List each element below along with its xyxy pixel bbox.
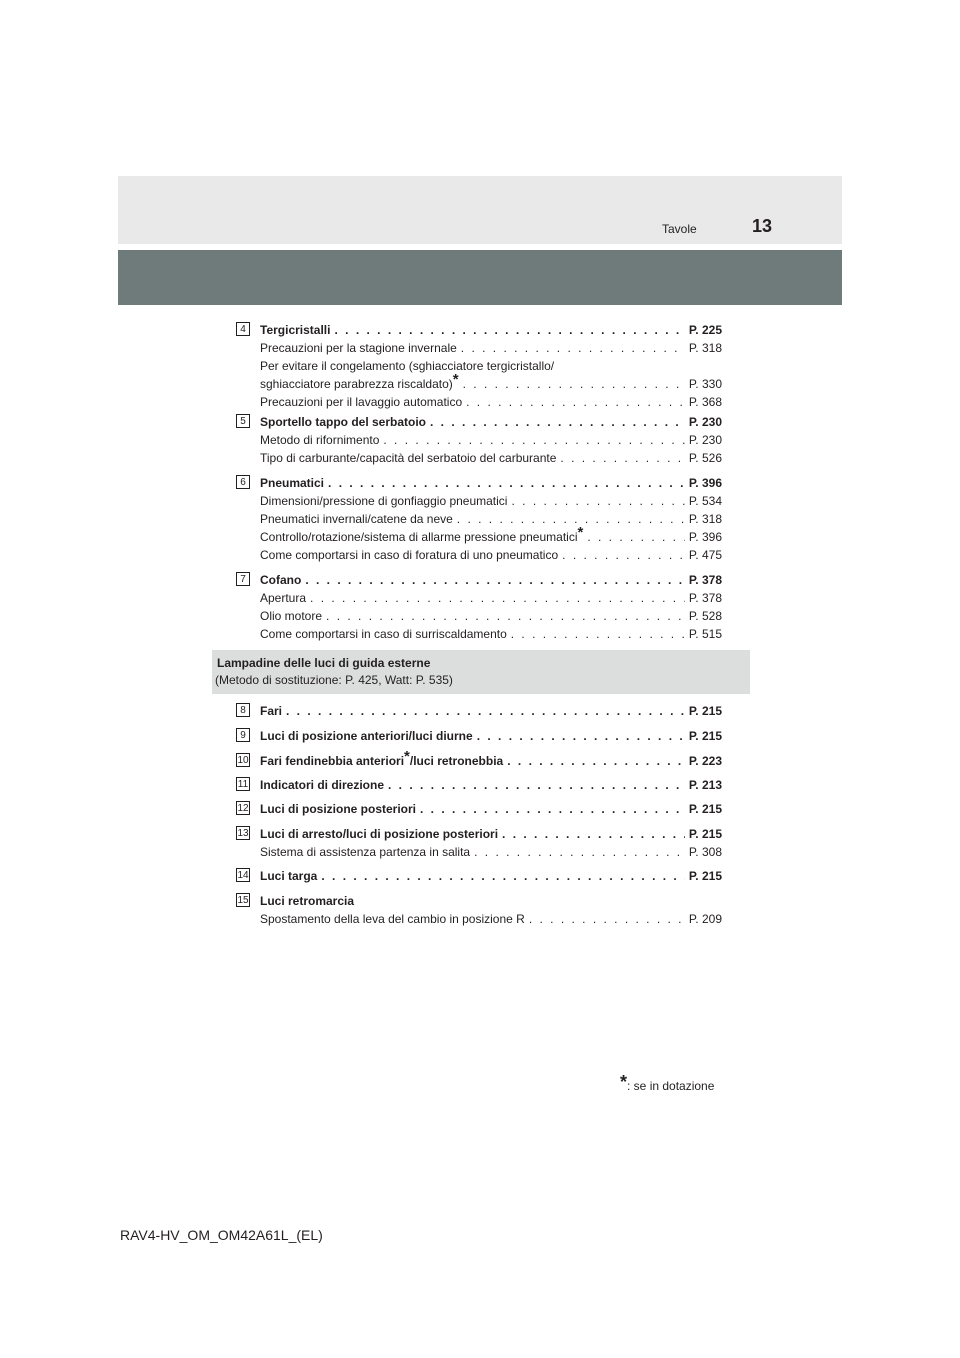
entry-label-text: sghiacciatore parabrezza riscaldato) [260,377,453,391]
asterisk-mark: * [577,524,584,541]
dot-leader [383,431,684,449]
index-subentry[interactable] [260,607,722,625]
entry-label-text: Come comportarsi in caso di surriscaldamento [260,627,507,641]
index-group [236,892,726,928]
header-band [118,176,842,244]
index-subentry[interactable] [260,510,722,528]
page-reference[interactable]: P. 209 [688,912,722,926]
entry-label [260,843,470,861]
index-entry[interactable] [260,776,722,794]
index-subentry[interactable] [260,589,722,607]
page-reference[interactable]: P. 526 [688,451,722,465]
entry-label [260,825,498,843]
index-subentry[interactable] [260,843,722,861]
dot-leader [326,607,685,625]
entry-label-text: Apertura [260,591,307,605]
dot-leader [321,867,684,885]
page-reference[interactable]: P. 215 [688,704,722,718]
dot-leader [328,474,685,492]
entry-label [260,413,426,431]
index-group [236,776,726,794]
index-group [236,825,726,861]
footnote [620,1072,715,1093]
index-group [236,474,726,564]
index-entry[interactable] [260,474,722,492]
index-entry[interactable] [260,825,722,843]
header-dark-band [118,250,842,305]
entry-label-text: Cofano [260,573,302,587]
entry-label-text: Controllo/rotazione/sistema di allarme pressione pneumatici [260,530,578,544]
entry-label [260,894,354,908]
entry-label [260,474,324,492]
entry-label [260,371,459,393]
entry-label [260,702,282,720]
dot-leader [587,528,685,546]
item-number-badge: 14 [237,870,249,881]
page-reference[interactable]: P. 396 [688,530,722,544]
index-group [236,867,726,885]
entry-label-text: Spostamento della leva del cambio in posizione R [260,912,525,926]
page-reference[interactable]: P. 215 [688,869,722,883]
entry-label-text: Pneumatici invernali/catene da neve [260,512,453,526]
index-entry[interactable] [260,892,722,910]
page-reference[interactable]: P. 215 [688,827,722,841]
entry-label [260,431,379,449]
model-code: RAV4-HV_OM_OM42A61L_(EL) [120,1227,323,1243]
page-reference[interactable]: P. 215 [688,729,722,743]
entry-label [260,449,556,467]
entry-label-text: Precauzioni per il lavaggio automatico [260,395,463,409]
entry-label [260,867,317,885]
dot-leader [560,449,684,467]
dot-leader [310,589,685,607]
dot-leader [466,393,685,411]
item-number-badge: 4 [236,322,250,336]
index-subentry[interactable] [260,431,722,449]
dot-leader [511,492,684,510]
bulbs-section-box [212,650,750,694]
entry-label [260,321,330,339]
dot-leader [529,910,685,928]
page-reference[interactable]: P. 378 [688,591,722,605]
entry-label-text: Precauzioni per la stagione invernale [260,341,457,355]
dot-leader [461,339,685,357]
dot-leader [507,752,685,770]
index-subentry[interactable] [260,625,722,643]
index-entry[interactable] [260,702,722,720]
dot-leader [463,375,685,393]
item-number-badge: 10 [237,755,249,766]
index-entry[interactable] [260,727,722,745]
entry-label [260,776,384,794]
index-group [236,702,726,720]
entry-label-text: Sportello tappo del serbatoio [260,415,427,429]
entry-label-text: Tipo di carburante/capacità del serbatoio del carburante [260,451,557,465]
item-number-badge: 5 [236,414,250,428]
entry-label-suffix: /luci retronebbia [409,754,504,768]
page-reference[interactable]: P. 223 [688,754,722,768]
entry-label [260,748,504,770]
entry-label [260,571,301,589]
index-group [236,727,726,745]
entry-label [260,393,462,411]
page-reference[interactable]: P. 308 [688,845,722,859]
index-entry[interactable] [260,748,722,770]
page-reference[interactable]: P. 368 [688,395,722,409]
index-subentry[interactable] [260,910,722,928]
bulbs-section-title: Lampadine delle luci di guida esterne [217,656,431,670]
entry-label [260,589,306,607]
entry-label-text: Fari [260,704,283,718]
page-reference[interactable]: P. 318 [688,341,722,355]
dot-leader [334,321,684,339]
entry-label-text: Luci targa [260,869,318,883]
entry-label [260,800,416,818]
page-reference[interactable]: P. 378 [688,573,722,587]
entry-label [260,546,558,564]
index-group [236,413,726,467]
entry-label-text: Indicatori di direzione [260,778,385,792]
dot-leader [511,625,685,643]
entry-label-text: Luci retromarcia [260,894,355,908]
entry-label-text: Tergicristalli [260,323,331,337]
item-number-badge: 8 [236,703,250,717]
index-subentry[interactable] [260,371,722,393]
entry-label-text: Fari fendinebbia anteriori [260,754,405,768]
entry-label [260,625,507,643]
index-group [236,800,726,818]
page-reference[interactable]: P. 330 [688,377,722,391]
item-number-badge: 13 [237,828,249,839]
entry-label-text: Metodo di rifornimento [260,433,380,447]
index-entry[interactable] [260,867,722,885]
index-subentry[interactable] [260,393,722,411]
dot-leader [502,825,685,843]
index-group [236,748,726,770]
footnote-text: : se in dotazione [627,1079,715,1093]
index-group [236,321,726,411]
dot-leader [474,843,685,861]
entry-label [260,510,453,528]
page-reference[interactable]: P. 225 [688,323,722,337]
entry-label [260,727,473,745]
page-reference[interactable]: P. 318 [688,512,722,526]
item-number-badge: 11 [237,779,249,790]
item-number-badge: 7 [236,572,250,586]
page-reference[interactable]: P. 515 [688,627,722,641]
entry-label-text: Luci di posizione posteriori [260,802,417,816]
entry-label [260,607,322,625]
index-group [236,571,726,643]
asterisk-mark: * [452,371,459,388]
footnote-star: * [620,1072,628,1092]
entry-label-text: Per evitare il congelamento (sghiacciatore tergicristallo/ [260,359,555,373]
item-number-badge: 6 [236,475,250,489]
item-number-badge: 9 [236,728,250,742]
entry-label [260,492,507,510]
entry-label-text: Dimensioni/pressione di gonfiaggio pneumatici [260,494,508,508]
index-subentry[interactable] [260,449,722,467]
dot-leader [562,546,685,564]
asterisk-mark: * [404,748,410,765]
dot-leader [305,571,685,589]
entry-label [260,359,554,373]
entry-label-text: Olio motore [260,609,323,623]
item-number-badge: 12 [237,803,249,814]
dot-leader [388,776,685,794]
entry-label-text: Luci di arresto/luci di posizione posteriori [260,827,499,841]
page-reference[interactable]: P. 528 [688,609,722,623]
index-entry[interactable] [260,321,722,339]
index-entry[interactable] [260,571,722,589]
index-subentry[interactable] [260,357,722,375]
index-subentry[interactable] [260,339,722,357]
entry-label-text: Come comportarsi in caso di foratura di uno pneumatico [260,548,559,562]
dot-leader [286,702,685,720]
bulbs-section-subtitle: (Metodo di sostituzione: P. 425, Watt: P. 535) [215,673,453,687]
entry-label [260,524,584,546]
dot-leader [477,727,685,745]
dot-leader [457,510,685,528]
index-entry[interactable] [260,413,722,431]
page-reference[interactable]: P. 215 [688,802,722,816]
page-reference[interactable]: P. 534 [688,494,722,508]
index-subentry[interactable] [260,492,722,510]
index-entry[interactable] [260,800,722,818]
dot-leader [420,800,685,818]
page-number: 13 [752,216,773,236]
entry-label-text: Sistema di assistenza partenza in salita [260,845,471,859]
entry-label [260,339,457,357]
page-reference[interactable]: P. 230 [688,415,722,429]
page-reference[interactable]: P. 213 [688,778,722,792]
entry-label-text: Pneumatici [260,476,325,490]
dot-leader [430,413,685,431]
page-reference[interactable]: P. 230 [688,433,722,447]
entry-label [260,910,525,928]
index-subentry[interactable] [260,524,722,546]
page-reference[interactable]: P. 475 [688,548,722,562]
page-reference[interactable]: P. 396 [688,476,722,490]
entry-label-text: Luci di posizione anteriori/luci diurne [260,729,473,743]
section-title: Tavole [662,222,697,236]
index-subentry[interactable] [260,546,722,564]
item-number-badge: 15 [237,895,249,906]
